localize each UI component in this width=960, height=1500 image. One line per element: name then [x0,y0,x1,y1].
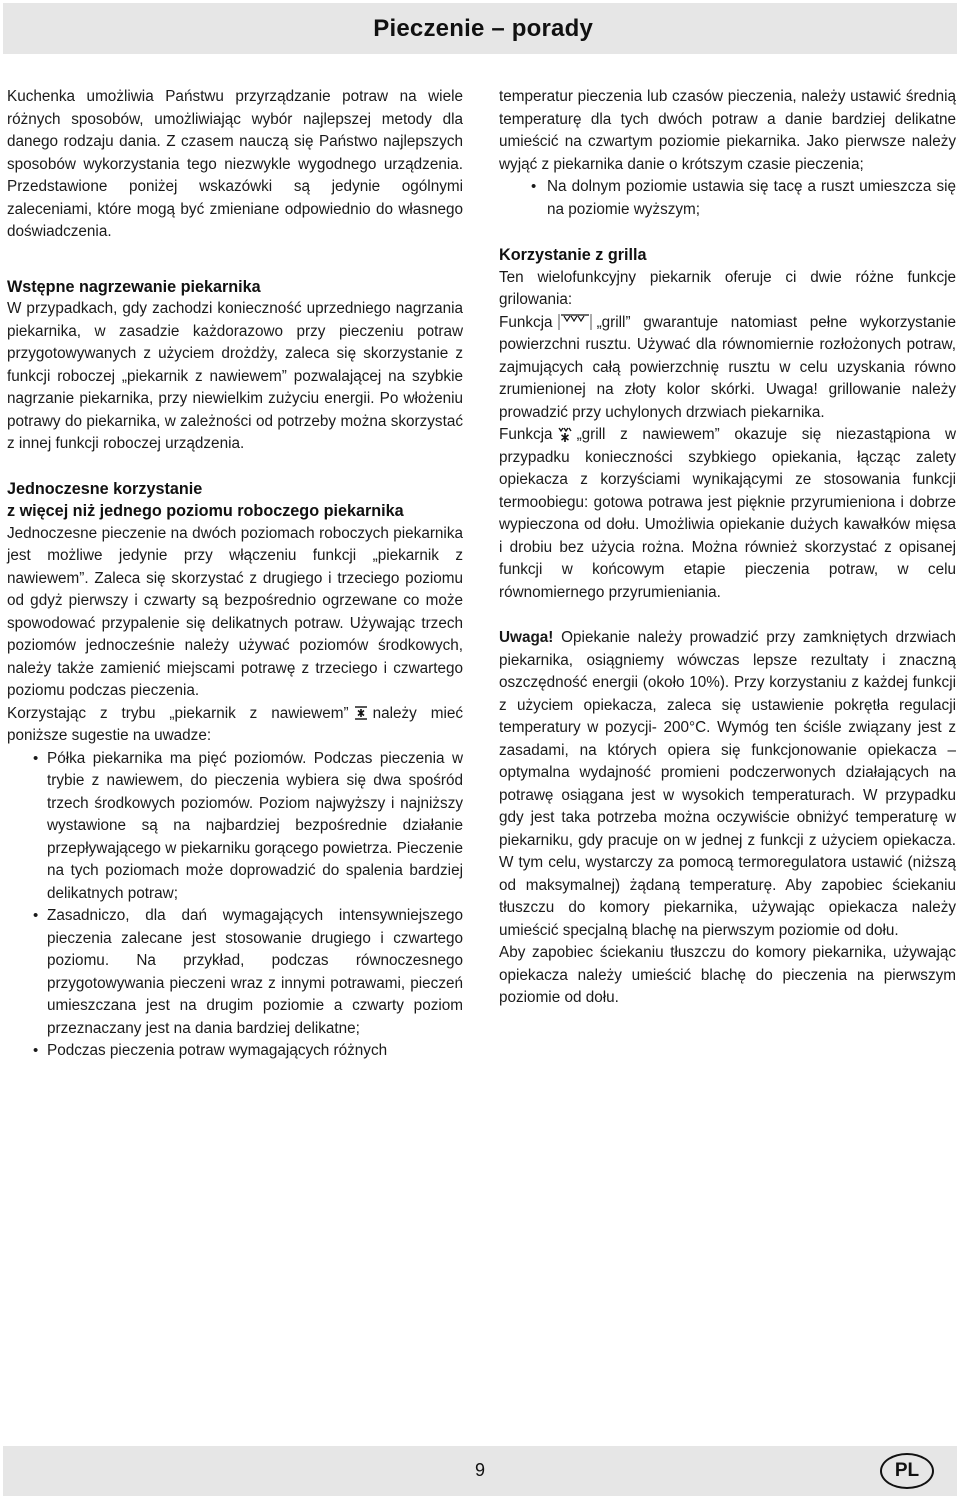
multi-level-heading-line1: Jednoczesne korzystanie [7,479,203,498]
continuation-paragraph: temperatur pieczenia lub czasów pieczenia, należy ustawić średnią temperaturę dla tych dwóch potraw a danie bardziej delikatne umieścić na czwartym poziomie piekarnika. Jako pierwsze należy wyjąć z piekarnika danie o krótszym czasie pieczenia; [499,88,956,173]
list-item: • Półka piekarnika ma pięć poziomów. Podczas pieczenia w trybie z nawiewem, do pieczenia wybiera się dwa spośród trzech środkowych poziomów. Poziom najwyższy i najniższy wystawione są na najbardziej bezpośrednie działanie przepływającego w piekarniku gorącego powietrza. Pieczenie na tych poziomach może doprowadzić do spalenia bardziej delikatnych potraw; [7,748,463,906]
fan-mode-bullet-list [7,748,463,1063]
page-header [3,3,957,54]
funkcja-label: Funkcja [499,426,553,443]
warning-text: Opiekanie należy prowadzić przy zamkniętych drzwiach piekarnika, osiągniemy wówczas lepsze rezultaty i znaczną oszczędność energii (około 10%). Przy korzystaniu z każdej funkcji z użyciem opiekacza, zaleca się ustawienie pokrętła regulacji temperatury w pozycji- 200°C. Wymóg ten ściśle związany jest z zasadami, na których opiera się funkcjonowanie opiekacza – optymalna wydajność promieni podczerwonych działających na potrawę osiągana jest w wysokich temperaturach. W przypadku gdy jest taka potrzeba można oczywiście obniżyć temperaturę w piekarniku, gdy pracuje on w jednej z funkcji z użyciem opiekacza. W tym celu, wystarczy za pomocą termoregulatora ustawić (niższą od maksymalnej) żądaną temperaturę. Aby zapobiec ściekaniu tłuszczu do komory piekarnika, używając opiekacza należy umieścić specjalną blachę na pierwszym poziomie od dołu. [499,629,956,939]
grill-intro-paragraph: Ten wielofunkcyjny piekarnik oferuje ci dwie różne funkcje grilowania: [499,268,956,308]
tray-bullet-list [499,176,956,221]
multi-level-paragraph: Jednoczesne pieczenie na dwóch poziomach roboczych piekarnika jest możliwe jedynie przy włączeniu funkcji „piekarnik z nawiewem”. Zaleca się skorzystać z drugiego i trzeciego poziomu od gdyż pierwszy i czwarty są bezpośrednio ogrzewane co może spowodować przypalenie się delikatnych potraw. Używając trzech poziomów jednocześnie należy używać poziomów środkowych, należy także zamienić miejscami potrawę z trzeciego i czwartego poziomu podczas pieczenia. [7,524,463,699]
multi-level-heading-line2: z więcej niż jednego poziomu roboczego piekarnika [7,502,404,520]
fan-grill-description: „grill z nawiewem” okazuje się niezastąpiona w przypadku konieczności szybkiego opiekania, łącząc zalety opiekacza z korzyściami wynikającymi ze stosowania funkcji termoobiegu: gotowa potrawa jest pięknie przyrumieniona i dobrze wypieczona od dołu. Umożliwia opiekanie dużych kawałków mięsa i drobiu bez użycia rożna. Można również skorzystać z opisanej funkcji w końcowym etapie pieczenia potraw, w celu równomiernego przyrumieniania. [499,426,956,601]
warning-label: Uwaga! [499,629,554,646]
left-column [7,86,463,1063]
list-item: • Podczas pieczenia potraw wymagających różnych [7,1040,463,1063]
preheat-heading: Wstępne nagrzewanie piekarnika [7,277,261,296]
funkcja-label: Funkcja [499,313,553,331]
list-item: • Na dolnym poziomie ustawia się tacę a ruszt umieszcza się na poziomie wyższym; [499,176,956,221]
right-column [499,86,956,1010]
grill-paragraph [499,312,956,425]
grill-heading: Korzystanie z grilla [499,246,647,264]
grill-icon [557,313,593,331]
preheat-paragraph: W przypadkach, gdy zachodzi konieczność uprzedniego nagrzania piekarnika, w zasadzie każdorazowo przy pieczeniu potraw przygotowywanych z użyciem drożdży, zaleca się skorzystanie z funkcji roboczej „piekarnik z nawiewem” pozwalającej na szybkie nagrzanie piekarnika, przy niewielkim zużyciu energii. Po włożeniu potrawy do piekarnika, w zależności od potrzeby można skorzystać z innej funkcji roboczej urządzenia. [7,300,463,452]
fan-oven-icon [353,705,369,721]
intro-paragraph: Kuchenka umożliwia Państwu przyrządzanie potraw na wiele różnych sposobów, umożliwiając wybór najlepszej metody dla danego rodzaju dania. Z czasem nauczą się Państwo najlepszych sposobów wykorzystania tego niezwykle wygodnego urządzenia. Przedstawione poniżej wskazówki są jedynie ogólnymi zaleceniami, które mogą być zmieniane odpowiednio do własnego doświadczenia. [7,88,463,240]
page-title: Pieczenie – porady [373,15,593,42]
fan-mode-text-before: Korzystając z trybu „piekarnik z nawiewem” [7,704,349,722]
page-number: 9 [474,1460,485,1480]
list-item: • Zasadniczo, dla dań wymagających intensywniejszego pieczenia zalecane jest stosowanie drugiego i czwartego poziomu. Na przykład, podczas równoczesnego przygotowywania pieczeni wraz z innymi potrawami, pieczeń umieszczana jest na drugim poziomie a czwarty poziom przeznaczany jest na dania bardziej delikatne; [7,905,463,1040]
fan-mode-paragraph [7,703,463,748]
final-paragraph: Aby zapobiec ściekaniu tłuszczu do komory piekarnika, używając opiekacza należy umieścić blachę do pieczenia na pierwszym poziomie od dołu. [499,944,956,1006]
fan-grill-paragraph [499,424,956,604]
warning-paragraph [499,627,956,942]
grill-description: „grill” gwarantuje natomiast pełne wykorzystanie powierzchni rusztu. Używać dla równomiernie rozłożonych potraw, zajmujących całą powierzchnię rusztu w celu uzyskania równo zrumienionej na złoty kolor skórki. Uwaga! grillowanie należy prowadzić przy uchylonych drzwiach piekarnika. [499,313,956,421]
fan-mode-text-after: należy mieć poniższe sugestie na uwadze: [7,704,463,744]
fan-grill-icon [557,426,573,444]
language-badge: PL [880,1453,934,1489]
